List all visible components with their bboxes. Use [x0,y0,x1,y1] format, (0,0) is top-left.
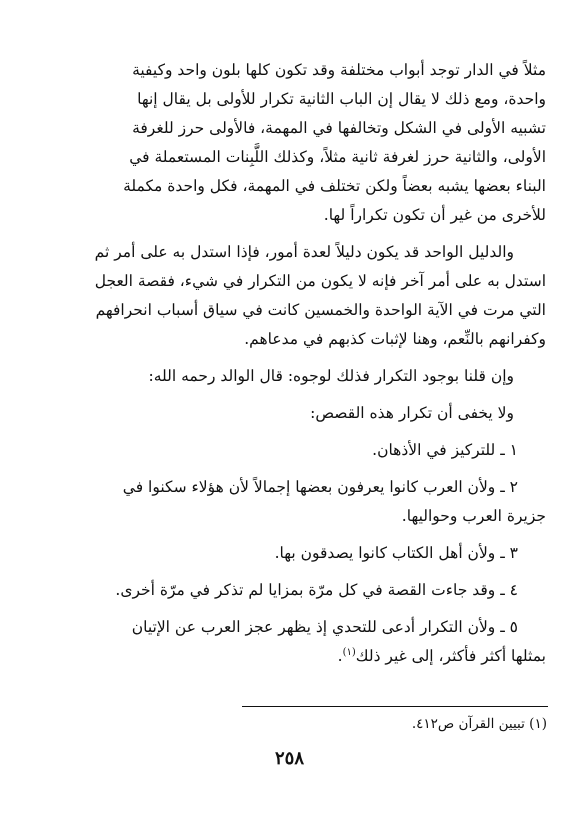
footnote-reference[interactable]: (١) [342,646,356,658]
list-item: ٢ ـ ولأن العرب كانوا يعرفون بعضها إجمالاً لأن هؤلاء سكنوا في [122,478,518,496]
page-number: ٢٥٨ [274,748,304,769]
main-text [60,56,546,671]
list-item-continuation [60,642,546,671]
text-line: الأولى، والثانية حرز لغرفة ثانية مثلاً، وكذلك اللَّبِنات المستعملة في [129,148,546,166]
text-line: وإن قلنا بوجود التكرار فذلك لوجوه: قال الوالد رحمه الله: [148,367,514,385]
text-line: والدليل الواحد قد يكون دليلاً لعدة أمور، فإذا استدل به على أمر ثم [94,243,514,261]
footnote: (١) تبيين القرآن ص٤١٢. [411,716,547,732]
list-item-text: بمثلها أكثر فأكثر، إلى غير ذلك [355,647,546,665]
sentence-end: . [337,647,343,665]
text-line: ولا يخفى أن تكرار هذه القصص: [310,404,514,422]
footnote-divider [242,706,548,707]
list-item-continuation: جزيرة العرب وحواليها. [401,507,546,525]
text-line: وكفرانهم بالنِّعم، وهنا لإثبات كذبهم في مدعاهم. [244,330,546,348]
list-item: ٤ ـ وقد جاءت القصة في كل مرّة بمزايا لم تذكر في مرّة أخرى. [115,581,518,599]
list-item: ٣ ـ ولأن أهل الكتاب كانوا يصدقون بها. [274,544,518,562]
text-line: تشبيه الأولى في الشكل وتخالفها في المهمة، فالأولى حرز للغرفة [132,119,546,137]
text-line: استدل به على أمر آخر فإنه لا يكون من التكرار في شيء، فقصة العجل [94,272,546,290]
text-line: البناء بعضها يشبه بعضاً ولكن تختلف في المهمة، فكل واحدة مكملة [123,177,546,195]
list-item: ٥ ـ ولأن التكرار أدعى للتحدي إذ يظهر عجز العرب عن الإتيان [131,618,518,636]
text-line: للأخرى من غير أن تكون تكراراً لها. [323,206,546,224]
text-line: مثلاً في الدار توجد أبواب مختلفة وقد تكون كلها بلون واحد وكيفية [132,61,546,79]
list-item: ١ ـ للتركيز في الأذهان. [372,441,518,459]
text-line: واحدة، ومع ذلك لا يقال إن الباب الثانية تكرار للأولى بل يقال إنها [137,90,546,108]
text-line: التي مرت في الآية الواحدة والخمسين كانت في سياق أسباب انحرافهم [95,301,546,319]
